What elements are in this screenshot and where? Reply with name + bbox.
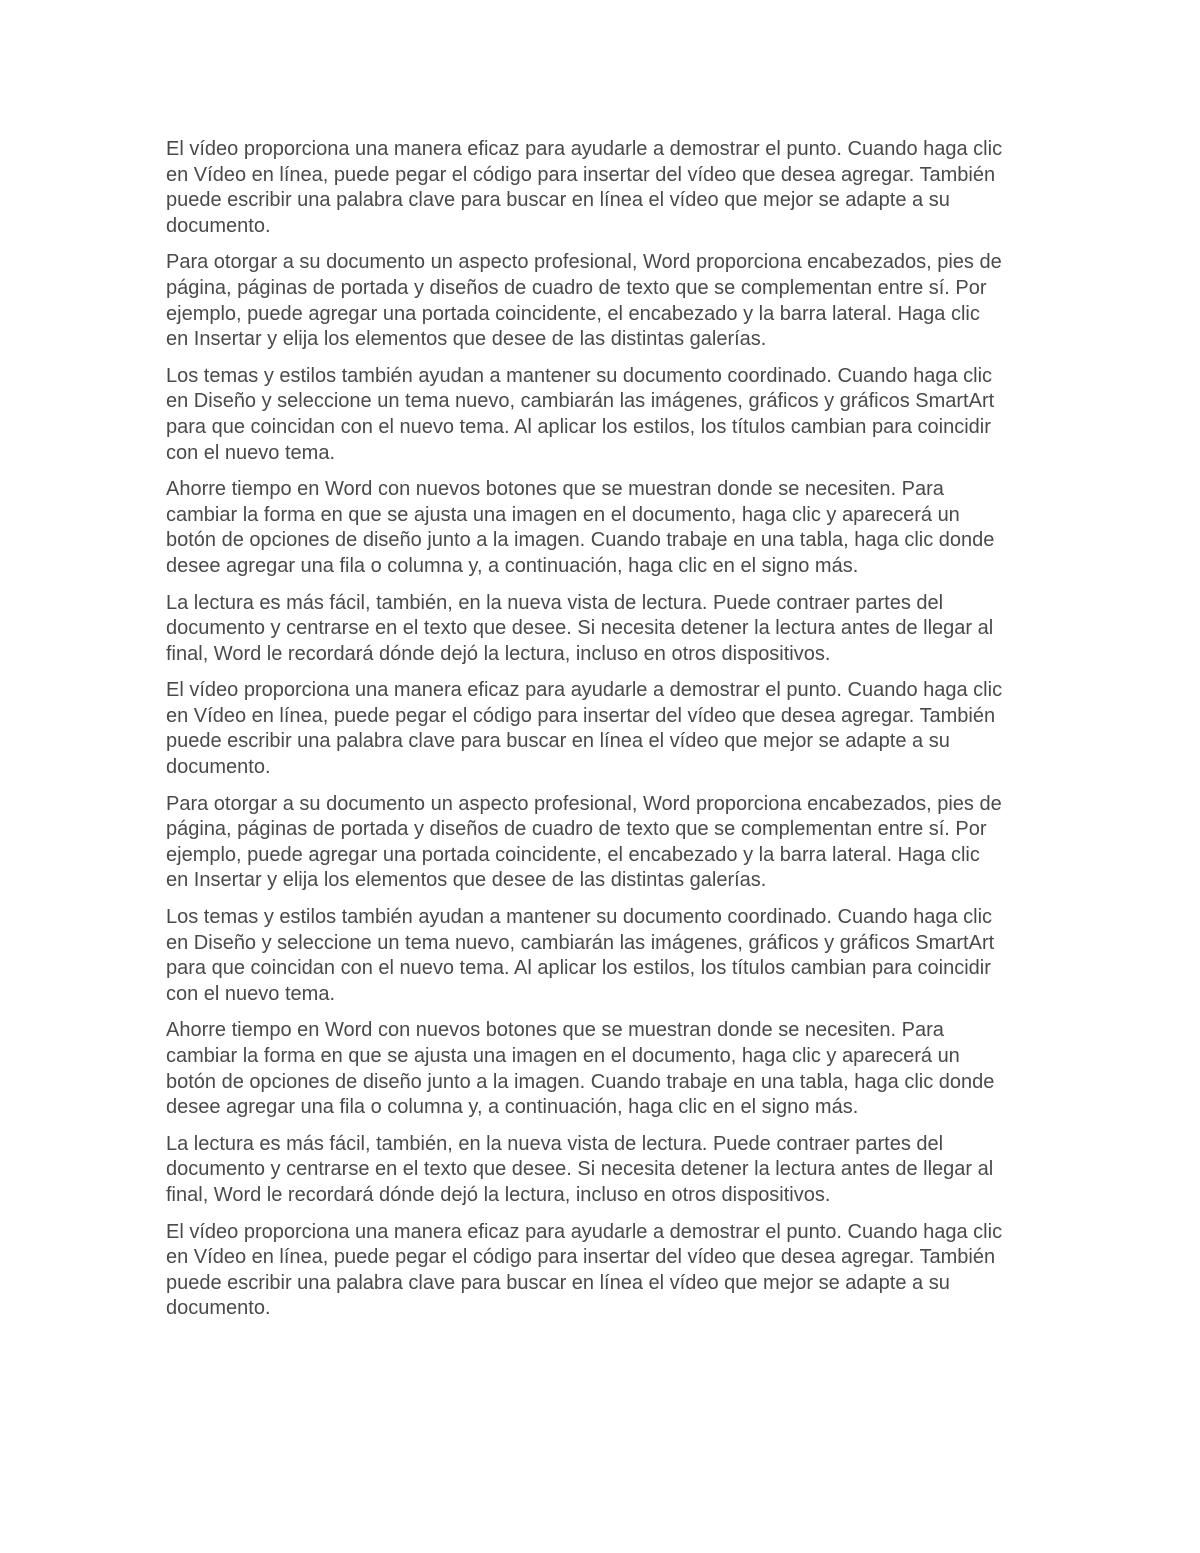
paragraph-4: Ahorre tiempo en Word con nuevos botones que se muestran donde se necesiten. Para cambiar la forma en que se ajusta una imagen en el documento, haga clic y aparecerá un botón de opciones de diseño junto a la imagen. Cuando trabaje en una tabla, haga clic donde desee agregar una fila o columna y, a continuación, haga clic en el signo más. (166, 478, 995, 577)
paragraph-9: Ahorre tiempo en Word con nuevos botones que se muestran donde se necesiten. Para cambiar la forma en que se ajusta una imagen en el documento, haga clic y aparecerá un botón de opciones de diseño junto a la imagen. Cuando trabaje en una tabla, haga clic donde desee agregar una fila o columna y, a continuación, haga clic en el signo más. (166, 1019, 995, 1119)
paragraph-1: El vídeo proporciona una manera eficaz para ayudarle a demostrar el punto. Cuando haga clic en Vídeo en línea, puede pegar el código para insertar del vídeo que desea agregar. También puede escribir una palabra clave para buscar en línea el vídeo que mejor se adapte a su documento. (166, 138, 1003, 237)
document-body (166, 137, 1036, 1333)
paragraph-10: La lectura es más fácil, también, en la nueva vista de lectura. Puede contraer partes del documento y centrarse en el texto que desee. Si necesita detener la lectura antes de llegar al final, Word le recordará dónde dejó la lectura, incluso en otros dispositivos. (166, 1132, 994, 1206)
paragraph-7: Para otorgar a su documento un aspecto profesional, Word proporciona encabezados, pies de página, páginas de portada y diseños de cuadro de texto que se complementan entre sí. Por ejemplo, puede agregar una portada coincidente, el encabezado y la barra lateral. Haga clic en Insertar y elija los elementos que desee de las distintas galerías. (166, 792, 1002, 892)
paragraph-8: Los temas y estilos también ayudan a mantener su documento coordinado. Cuando haga clic en Diseño y seleccione un tema nuevo, cambiarán las imágenes, gráficos y gráficos SmartArt para que coincidan con el nuevo tema. Al aplicar los estilos, los títulos cambian para coincidir con el nuevo tema. (166, 906, 995, 1005)
paragraph-2: Para otorgar a su documento un aspecto profesional, Word proporciona encabezados, pies de página, páginas de portada y diseños de cuadro de texto que se complementan entre sí. Por ejemplo, puede agregar una portada coincidente, el encabezado y la barra lateral. Haga clic en Insertar y elija los elementos que desee de las distintas galerías. (166, 251, 1002, 351)
paragraph-3: Los temas y estilos también ayudan a mantener su documento coordinado. Cuando haga clic en Diseño y seleccione un tema nuevo, cambiarán las imágenes, gráficos y gráficos SmartArt para que coincidan con el nuevo tema. Al aplicar los estilos, los títulos cambian para coincidir con el nuevo tema. (166, 364, 995, 464)
paragraph-5: La lectura es más fácil, también, en la nueva vista de lectura. Puede contraer partes del documento y centrarse en el texto que desee. Si necesita detener la lectura antes de llegar al final, Word le recordará dónde dejó la lectura, incluso en otros dispositivos. (166, 591, 994, 665)
paragraph-6: El vídeo proporciona una manera eficaz para ayudarle a demostrar el punto. Cuando haga clic en Vídeo en línea, puede pegar el código para insertar del vídeo que desea agregar. También puede escribir una palabra clave para buscar en línea el vídeo que mejor se adapte a su documento. (166, 679, 1003, 779)
paragraph-11: El vídeo proporciona una manera eficaz para ayudarle a demostrar el punto. Cuando haga clic en Vídeo en línea, puede pegar el código para insertar del vídeo que desea agregar. También puede escribir una palabra clave para buscar en línea el vídeo que mejor se adapte a su documento. (166, 1220, 1003, 1320)
